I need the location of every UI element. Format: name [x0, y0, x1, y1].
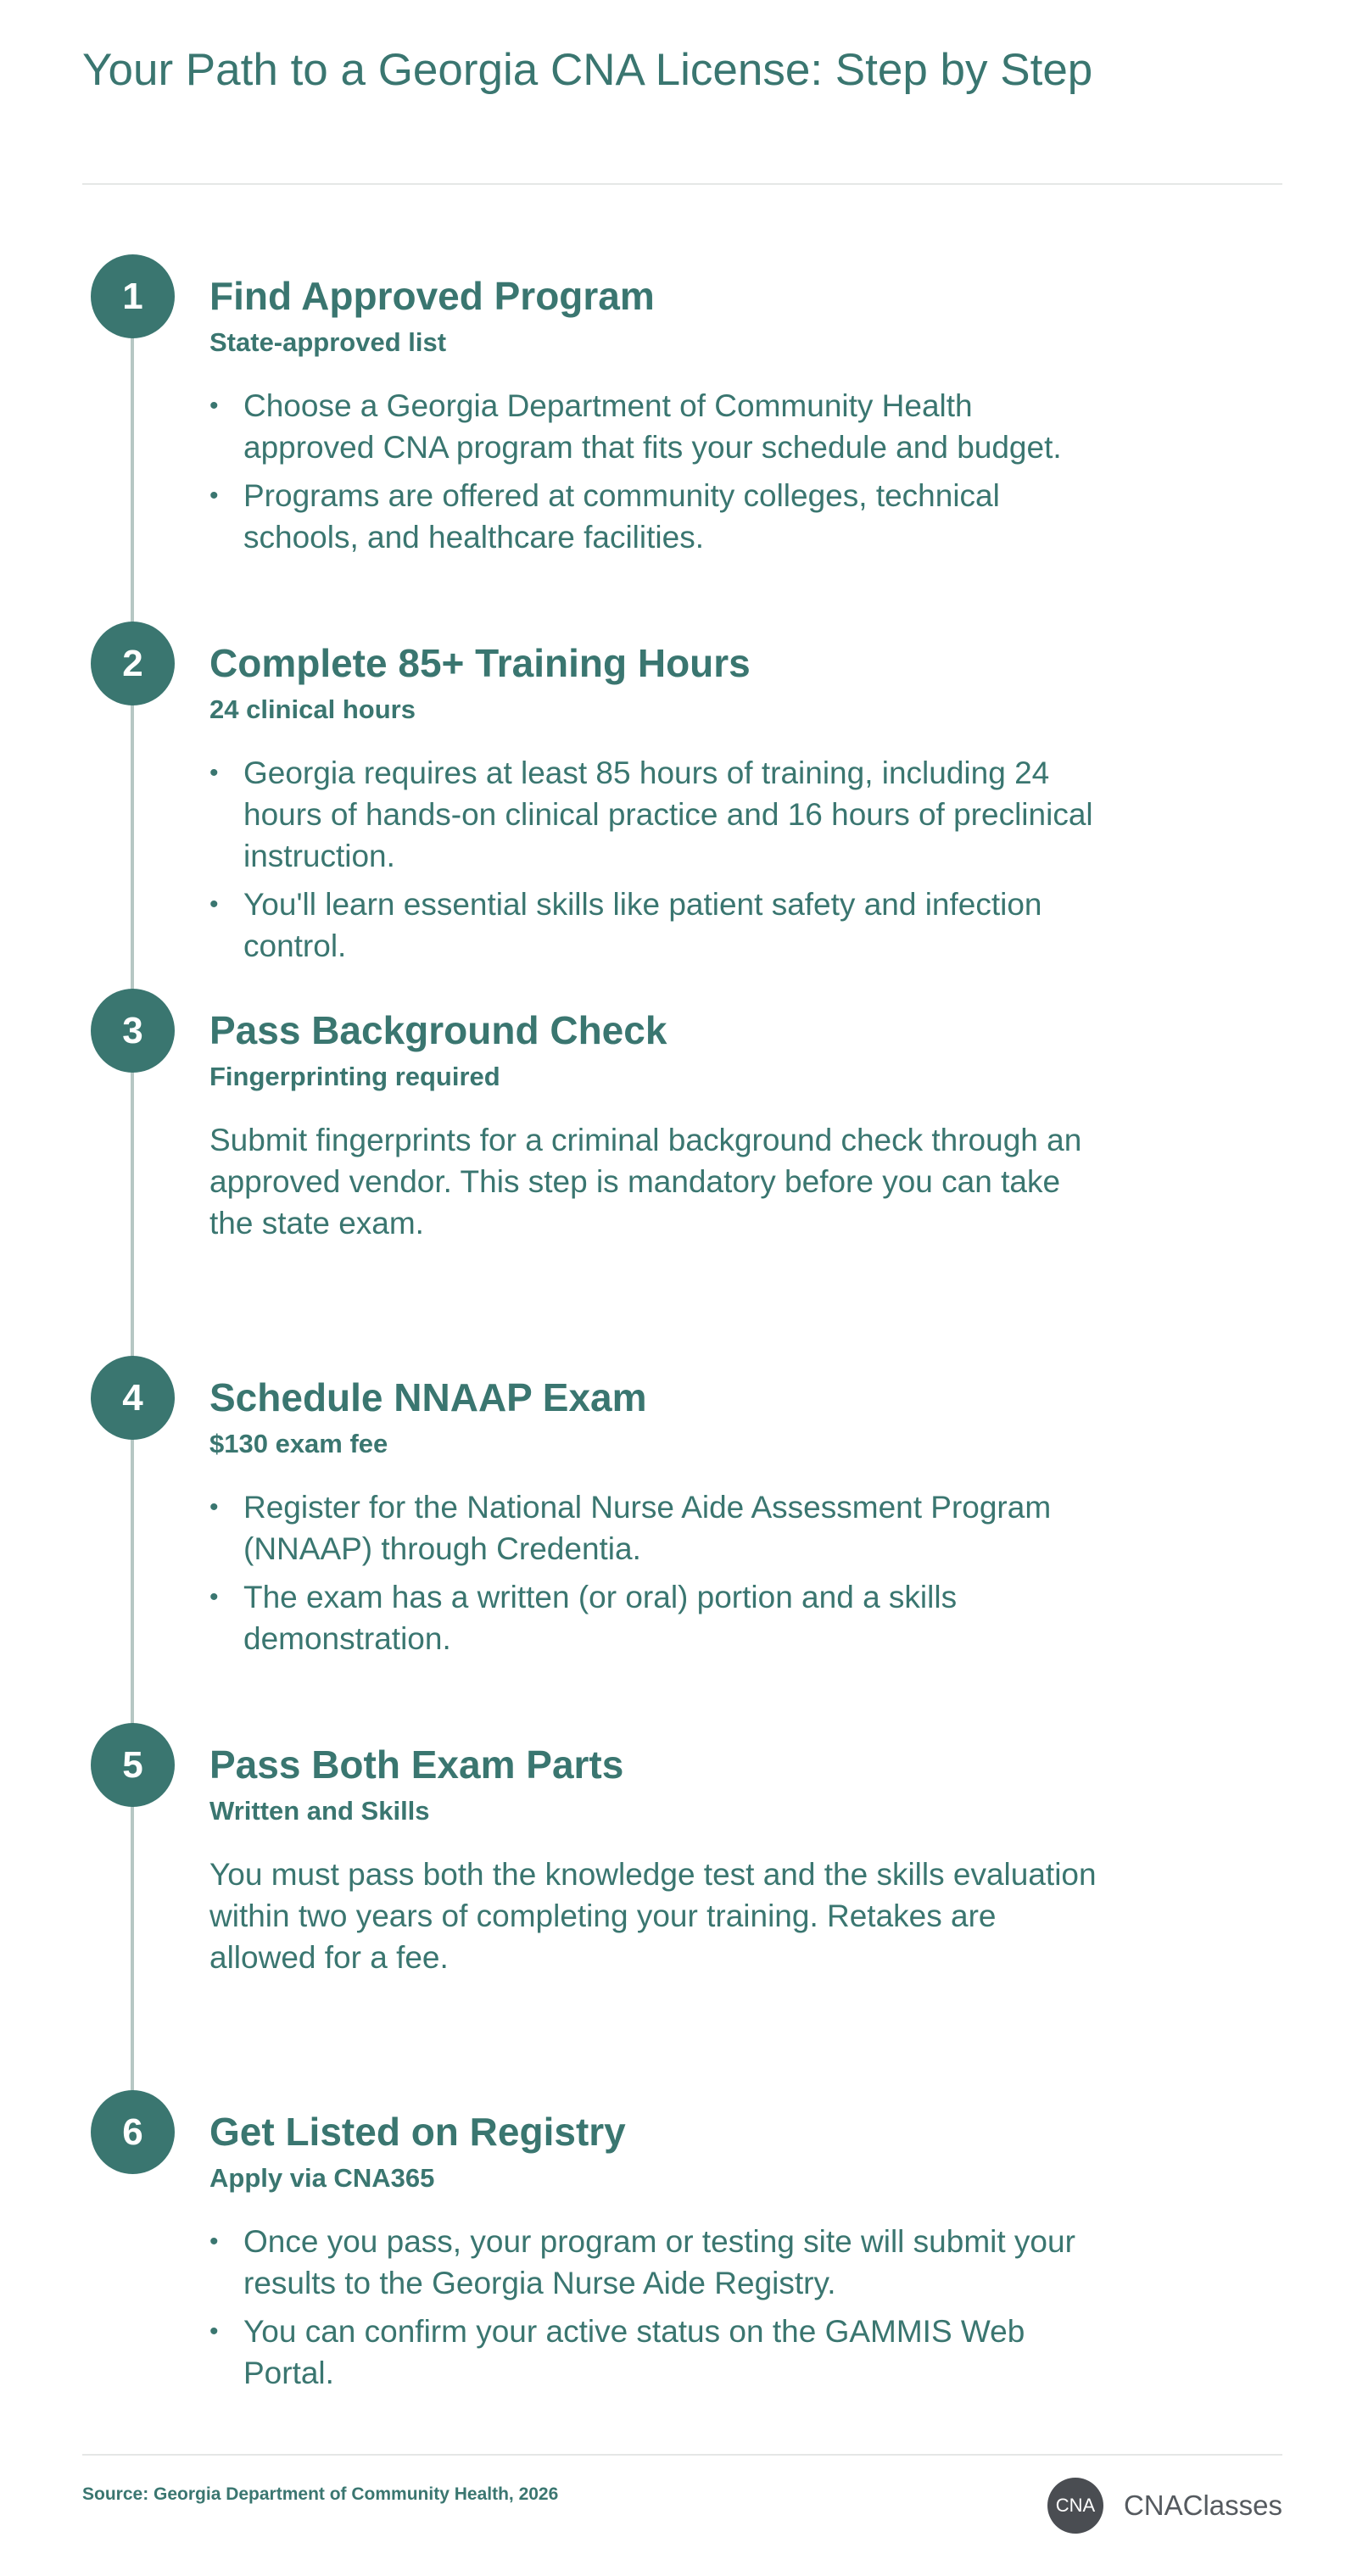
list-item-text: Register for the National Nurse Aide Assessment Program (NNAAP) through Credentia.: [243, 1490, 1052, 1566]
step-content: [209, 271, 1100, 565]
list-item-text: Choose a Georgia Department of Community Health approved CNA program that fits your schedule and budget.: [243, 388, 1062, 465]
brand-logo-icon: CNA: [1047, 2478, 1103, 2534]
step-subtitle: 24 clinical hours: [209, 694, 416, 724]
step-title: Complete 85+ Training Hours: [209, 641, 751, 685]
list-item-text: Georgia requires at least 85 hours of training, including 24 hours of hands-on clinical practice and 16 hours of preclinical instruction.: [243, 756, 1093, 873]
timeline-line: [131, 297, 134, 2141]
list-item: [209, 2221, 1100, 2304]
step-number-badge: 6: [91, 2090, 175, 2174]
brand[interactable]: [1047, 2478, 1282, 2534]
list-item: [209, 2311, 1100, 2394]
bullet-icon: •: [209, 392, 219, 420]
step-title: Get Listed on Registry: [209, 2110, 626, 2154]
page: [82, 0, 1282, 2576]
brand-name: CNAClasses: [1123, 2490, 1282, 2521]
step-bullet-list: [209, 385, 1100, 558]
step-description: Submit fingerprints for a criminal background check through an approved vendor. This step is mandatory before you can take the state exam.: [209, 1123, 1082, 1241]
list-item: [209, 884, 1100, 967]
step-number-badge: 5: [91, 1723, 175, 1807]
step-content: [209, 2107, 1100, 2400]
list-item: [209, 385, 1100, 468]
step-title: Pass Both Exam Parts: [209, 1742, 624, 1787]
list-item-text: You'll learn essential skills like patient safety and infection control.: [243, 887, 1042, 963]
list-item-text: You can confirm your active status on the GAMMIS Web Portal.: [243, 2314, 1025, 2390]
step-bullet-list: [209, 752, 1100, 967]
bullet-icon: •: [209, 1493, 219, 1521]
bullet-icon: •: [209, 759, 219, 787]
list-item: [209, 752, 1100, 877]
step-subtitle: $130 exam fee: [209, 1429, 388, 1458]
list-item: [209, 1576, 1100, 1659]
step-bullet-list: [209, 2221, 1100, 2394]
list-item: [209, 1486, 1100, 1570]
list-item-text: Programs are offered at community colleges, technical schools, and healthcare facilities.: [243, 478, 1000, 555]
bullet-icon: •: [209, 482, 219, 510]
step-subtitle: Written and Skills: [209, 1796, 430, 1826]
step-description: You must pass both the knowledge test and the skills evaluation within two years of completing your training. Retakes are allowed for a fee.: [209, 1857, 1097, 1975]
step-content: [209, 1740, 1100, 1978]
bullet-icon: •: [209, 1583, 219, 1611]
step-content: [209, 1006, 1100, 1244]
step-subtitle: Fingerprinting required: [209, 1062, 500, 1091]
step-number-badge: 2: [91, 622, 175, 705]
bullet-icon: •: [209, 2228, 219, 2255]
header-divider: [82, 183, 1282, 185]
bullet-icon: •: [209, 890, 219, 918]
step-number-badge: 4: [91, 1356, 175, 1440]
step-title: Schedule NNAAP Exam: [209, 1375, 647, 1419]
step-number-badge: 1: [91, 254, 175, 338]
step-subtitle: Apply via CNA365: [209, 2163, 435, 2193]
page-title: Your Path to a Georgia CNA License: Step by Step: [82, 45, 1093, 95]
step-subtitle: State-approved list: [209, 327, 447, 357]
bullet-icon: •: [209, 2317, 219, 2345]
list-item-text: The exam has a written (or oral) portion and a skills demonstration.: [243, 1580, 958, 1656]
step-content: [209, 638, 1100, 973]
step-content: [209, 1373, 1100, 1666]
step-title: Find Approved Program: [209, 274, 655, 318]
list-item: [209, 475, 1100, 558]
step-title: Pass Background Check: [209, 1008, 667, 1052]
source-citation: Source: Georgia Department of Community Health, 2026: [82, 2484, 559, 2504]
list-item-text: Once you pass, your program or testing site will submit your results to the Georgia Nurse Aide Registry.: [243, 2224, 1075, 2300]
step-number-badge: 3: [91, 989, 175, 1073]
footer-divider: [82, 2454, 1282, 2456]
step-bullet-list: [209, 1486, 1100, 1659]
